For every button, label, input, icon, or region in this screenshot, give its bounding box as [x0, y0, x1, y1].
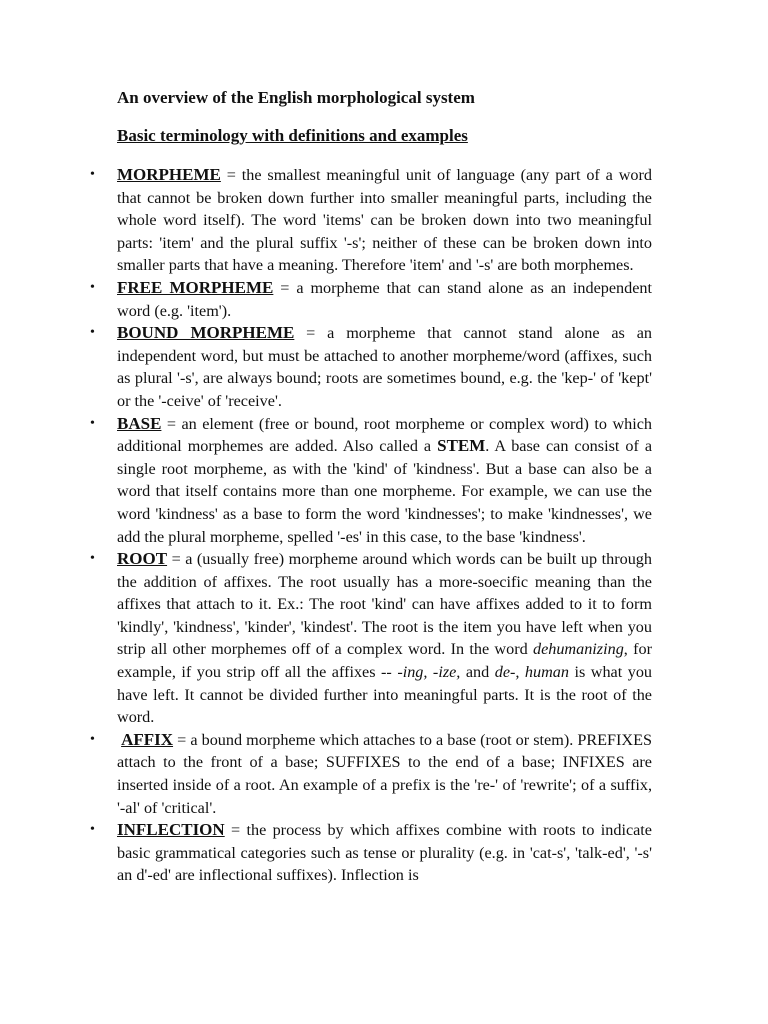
- term-definition-part: and: [460, 663, 495, 682]
- italic-example: de-, human: [494, 663, 569, 682]
- term-label: BASE: [117, 413, 162, 433]
- bullet-icon: •: [90, 325, 95, 341]
- term-item-morpheme: [90, 164, 652, 277]
- term-definition: = a bound morpheme which attaches to a base (root or stem). PREFIXES attach to the front of a base; SUFFIXES to the end of a base; INFIXES are inserted inside of a root. An example of a prefix is the 're-' of 'rewrite'; of a suffix, '-al' of 'critical'.: [117, 730, 653, 817]
- term-item-bound-morpheme: [90, 322, 652, 412]
- term-definition-part: , for example, if you strip off all the affixes --: [117, 640, 653, 682]
- term-item-inflection: [90, 819, 652, 887]
- term-definition: = the smallest meaningful unit of language (any part of a word that cannot be broken down further into smaller meaningful parts, including the whole word itself). The word 'items' can be broken down into two meaningful parts: 'item' and the plural suffix '-s'; neither of these can be broken down into smaller parts that have a meaning. Therefore 'item' and '-s' are both morphemes.: [117, 166, 652, 275]
- term-definition: = a morpheme that can stand alone as an independent word (e.g. 'item').: [117, 278, 653, 320]
- term-item-root: [90, 548, 652, 729]
- term-definition: = a morpheme that cannot stand alone as an independent word, but must be attached to another morpheme/word (affixes, such as plural '-s', are always bound; roots are sometimes bound, e.g. the 'kep-' of 'kept' or the '-ceive' of 'receive'.: [117, 324, 652, 410]
- bullet-icon: •: [90, 415, 95, 431]
- document-subtitle: Basic terminology with definitions and examples: [117, 126, 468, 145]
- stem-keyword: STEM: [437, 436, 486, 456]
- term-label: INFLECTION: [117, 820, 225, 840]
- term-label: ROOT: [117, 549, 168, 569]
- term-definition-part: . A base can consist of a single root morpheme, as with the 'kind' of 'kindness'. But a base can also be a word that itself contains more than one morpheme. For example, we can use the word 'kindness' as a base to form the word 'kindnesses'; to make 'kindnesses', we add the plural morpheme, spelled '-es' in this case, to the base 'kindness'.: [117, 437, 652, 546]
- term-definition-part: = an element (free or bound, root morpheme or complex word) to which additional morphemes are added. Also called a: [117, 414, 652, 456]
- document-title: An overview of the English morphological system: [117, 88, 475, 107]
- bullet-icon: •: [90, 167, 95, 182]
- term-item-free-morpheme: [90, 277, 652, 322]
- term-label: MORPHEME: [117, 165, 221, 184]
- term-definition-part: is what you have left. It cannot be divided further into meaningful parts. It is the root of the word.: [117, 663, 653, 727]
- term-definition-part: = a (usually free) morpheme around which words can be built up through the addition of affixes. The root usually has a more-soecific meaning than the affixes that attach to it. Ex.: The root 'kind' can have affixes added to it to form 'kindly', 'kindness', 'kinder', 'kindest'. The root is the item you have left when you strip all other morphemes off of a complex word. In the word: [117, 550, 652, 659]
- term-definition: = the process by which affixes combine with roots to indicate basic grammatical categories such as tense or plurality (e.g. in 'cat-s', 'talk-ed', '-s' an d'-ed' are inflectional suffixes). Inflection is: [117, 821, 652, 885]
- bullet-icon: •: [90, 551, 95, 567]
- italic-example: -ing, -ize,: [397, 663, 461, 682]
- term-label: FREE MORPHEME: [117, 277, 274, 297]
- term-item-affix: [90, 729, 652, 819]
- terminology-list: [90, 164, 652, 887]
- italic-example: dehumanizing: [532, 640, 624, 659]
- term-label: BOUND MORPHEME: [117, 323, 295, 343]
- bullet-icon: •: [90, 279, 95, 295]
- bullet-icon: •: [90, 731, 95, 747]
- term-label: AFFIX: [121, 729, 174, 749]
- term-item-base: [90, 413, 652, 549]
- bullet-icon: •: [90, 822, 95, 838]
